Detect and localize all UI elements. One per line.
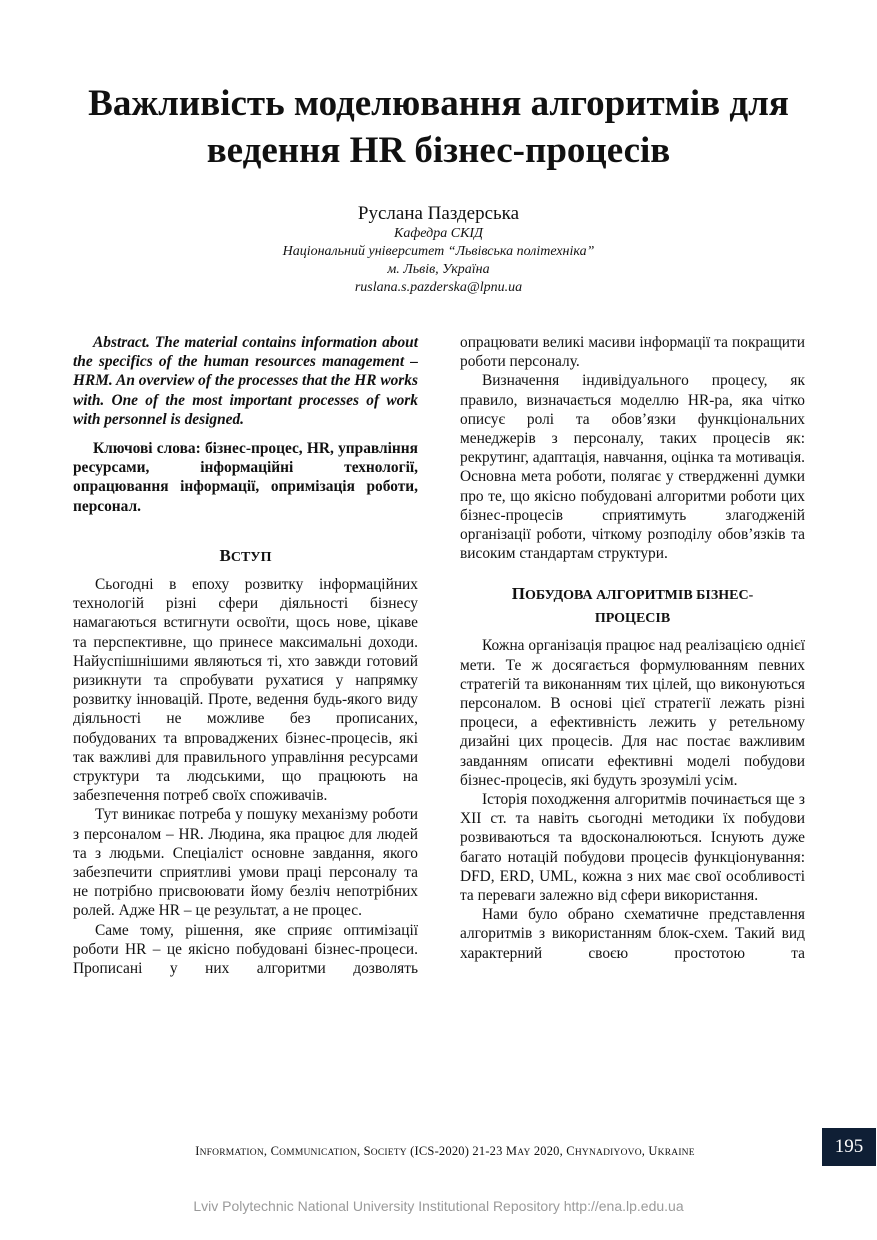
algorithms-paragraph-3: Нами було обрано схематичне представлення алгоритмів з використанням блок-схем. Такий вид характерний своєю простотою та [460, 906, 805, 962]
algorithms-paragraph-1: Кожна організація працює над реалізацією однієї мети. Те ж досягається формулюванням певних стратегій та виконанням тих цілей, що виконуються персоналом. В основі цієї стратегії лежать різні процеси, а ефективність лежить у ретельному дизайні цих процесів. Для нас постає важливим завданням описати ефективні моделі побудови бізнес-процесів, які будуть зрозумілі усім. [460, 637, 805, 789]
keywords-text: бізнес-процес, HR, управління ресурсами, інформаційні технології, опрацювання інформації, опримізація роботи, персонал. [73, 440, 418, 515]
left-column [73, 333, 418, 978]
page-number: 195 [822, 1128, 876, 1166]
author-email: ruslana.s.pazderska@lpnu.ua [354, 280, 523, 295]
repository-note: Lviv Polytechnic National University Institutional Repository http://ena.lp.edu.ua [193, 1198, 684, 1214]
author-block [140, 202, 737, 297]
title-line-2: ведення HR бізнес-процесів [206, 130, 671, 171]
intro-paragraph-1: Сьогодні в епоху розвитку інформаційних технологій різні сфери діяльності бізнесу намагаються встигнути освоїти, щось нове, цікаве та перспективне, що принесе максимальні доходи. Найуспішнішими являються ті, хто завжди готовий ризикнути та спробувати рухатися у напрямку розвитку інновацій. Проте, ведення будь-якого виду діяльності не можливе без прописаних, побудованих та впроваджених бізнес-процесів, які так важливі для правильного управління ресурсами структури та людськими, що працюють на забезпечення потреб своїх споживачів. [73, 576, 418, 805]
title-line-1: Важливість моделювання алгоритмів для [88, 83, 789, 124]
abstract: Abstract. The material contains information about the specifics of the human resources management – HRM. An overview of the processes that the HR works with. One of the most important processes of work with personnel is designed. [73, 334, 418, 428]
author-city: м. Львів, Україна [387, 262, 490, 277]
intro-paragraph-3: Саме тому, рішення, яке сприяє оптимізації роботи HR – це якісно побудовані бізнес-процеси. Прописані у них алгоритми дозволять [73, 921, 418, 978]
paper-title [40, 80, 837, 174]
keywords [73, 439, 418, 516]
intro-paragraph-4: Визначення індивідуального процесу, як правило, визначається моделлю HR-ра, яка чітко описує ролі та обов’язки функціональних менеджерів з персоналу, таких процесів як: рекрутинг, адаптація, навчання, оцінка та мотивація. Основна мета роботи, полягає у ствердженні думки про те, що якісно побудовані алгоритми роботи цих бізнес-процесів сприятимуть злагодженій організації роботи, чіткому розподілу обов’язків та високим стандартам структури. [460, 372, 805, 563]
keywords-label: Ключові слова: [93, 440, 201, 458]
intro-paragraph-2: Тут виникає потреба у пошуку механізму роботи з персоналом – HR. Людина, яка працює для людей та з людьми. Спеціаліст основне завдання, якого забезпечити сприятливі умови праці персоналу та не потрібно присвоювати йому безліч непотрібних ролей. Адже HR – це результат, а не процес. [73, 806, 418, 920]
intro-paragraph-3-continued: опрацювати великі масиви інформації та покращити роботи персоналу. [460, 334, 805, 371]
conference-footer: INFORMATION, COMMUNICATION, SOCIETY (ICS-2020) 21-23 MAY 2020, CHYNADIYOVO, UKRAINE [195, 1144, 695, 1158]
section-heading-introduction: ВСТУП [219, 545, 272, 565]
section-heading-algorithms: ПОБУДОВА АЛГОРИТМІВ БІЗНЕС- ПРОЦЕСІВ [511, 584, 754, 627]
right-column [460, 333, 805, 963]
algorithms-paragraph-2: Історія походження алгоритмів починається ще з XII ст. та навіть сьогодні методики їх побудови розвиваються та вдосконалюються. Існують дуже багато нотацій побудови процесів функціонування: DFD, ERD, UML, кожна з них має свої особливості та переваги залежно від сфери використання. [460, 791, 805, 905]
author-name: Руслана Паздерська [357, 203, 520, 224]
author-department: Кафедра СКІД [394, 226, 483, 241]
author-university: Національний університет “Львівська політехніка” [282, 244, 595, 259]
